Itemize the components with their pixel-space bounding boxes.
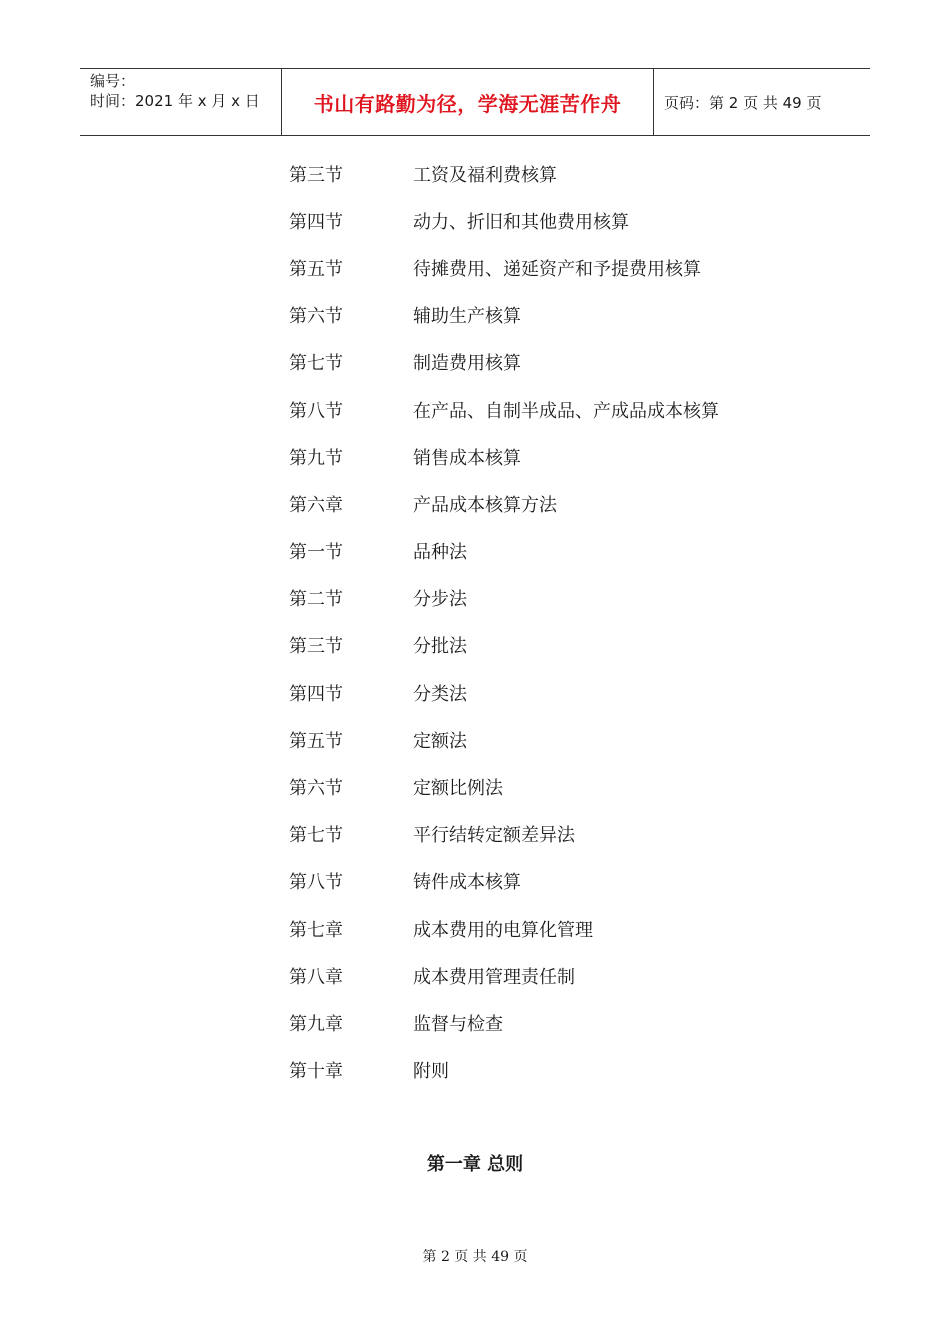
toc-entry-title: 销售成本核算 <box>413 447 521 469</box>
header-page-info: 页码：第 2 页 共 49 页 <box>664 93 822 112</box>
toc-entry-number: 第五节 <box>289 730 343 752</box>
toc-entry-number: 第九章 <box>289 1013 343 1035</box>
header-motto-cell <box>281 69 654 135</box>
toc-entry-number: 第九节 <box>289 447 343 469</box>
toc-entry-number: 第四节 <box>289 683 343 705</box>
toc-entry-number: 第七节 <box>289 825 343 847</box>
toc-entry <box>289 858 809 905</box>
number-label: 编号： <box>90 72 136 90</box>
toc-entry-title: 工资及福利费核算 <box>413 164 557 186</box>
toc-entry <box>289 716 809 763</box>
toc-entry <box>289 339 809 386</box>
toc-entry-number: 第七节 <box>289 353 343 375</box>
toc-entry <box>289 150 809 197</box>
table-of-contents <box>289 150 809 1094</box>
toc-entry-title: 附则 <box>413 1061 449 1083</box>
toc-entry-title: 动力、折旧和其他费用核算 <box>413 211 629 233</box>
header-motto: 书山有路勤为径，学海无涯苦作舟 <box>313 91 622 116</box>
toc-entry-title: 成本费用管理责任制 <box>413 966 575 988</box>
toc-entry-number: 第八节 <box>289 872 343 894</box>
toc-entry-number: 第三节 <box>289 636 343 658</box>
toc-entry-number: 第七章 <box>289 919 343 941</box>
toc-entry-number: 第十章 <box>289 1061 343 1083</box>
header-page-cell <box>654 69 870 135</box>
toc-entry-title: 在产品、自制半成品、产成品成本核算 <box>413 400 719 422</box>
toc-entry-number: 第六章 <box>289 494 343 516</box>
toc-entry-number: 第五节 <box>289 258 343 280</box>
toc-entry <box>289 386 809 433</box>
toc-entry-title: 待摊费用、递延资产和予提费用核算 <box>413 258 701 280</box>
toc-entry-number: 第三节 <box>289 164 343 186</box>
toc-entry <box>289 292 809 339</box>
toc-entry-title: 定额法 <box>413 730 467 752</box>
toc-entry <box>289 575 809 622</box>
toc-entry <box>289 905 809 952</box>
toc-entry-title: 产品成本核算方法 <box>413 494 557 516</box>
toc-entry <box>289 763 809 810</box>
toc-entry-title: 监督与检查 <box>413 1013 503 1035</box>
toc-entry-number: 第四节 <box>289 211 343 233</box>
toc-entry <box>289 528 809 575</box>
toc-entry <box>289 622 809 669</box>
toc-entry-title: 成本费用的电算化管理 <box>413 919 593 941</box>
page-footer: 第 2 页 共 49 页 <box>422 1249 528 1265</box>
toc-entry <box>289 244 809 291</box>
toc-entry-title: 平行结转定额差异法 <box>413 825 575 847</box>
toc-entry <box>289 999 809 1046</box>
toc-entry-number: 第一节 <box>289 542 343 564</box>
toc-entry-number: 第八节 <box>289 400 343 422</box>
toc-entry-number: 第二节 <box>289 589 343 611</box>
chapter-heading: 第一章 总则 <box>426 1154 524 1175</box>
toc-entry-title: 分批法 <box>413 636 467 658</box>
toc-entry <box>289 811 809 858</box>
toc-entry <box>289 669 809 716</box>
header-meta <box>80 69 281 135</box>
toc-entry-number: 第六节 <box>289 306 343 328</box>
time-label: 时间：2021 年 x 月 x 日 <box>90 92 260 110</box>
toc-entry-title: 铸件成本核算 <box>413 872 521 894</box>
toc-entry <box>289 480 809 527</box>
document-header <box>80 68 870 136</box>
toc-entry-title: 制造费用核算 <box>413 353 521 375</box>
toc-entry-title: 品种法 <box>413 542 467 564</box>
toc-entry-title: 分步法 <box>413 589 467 611</box>
toc-entry <box>289 197 809 244</box>
toc-entry <box>289 1047 809 1094</box>
toc-entry-number: 第八章 <box>289 966 343 988</box>
toc-entry-number: 第六节 <box>289 778 343 800</box>
toc-entry-title: 辅助生产核算 <box>413 306 521 328</box>
toc-entry <box>289 433 809 480</box>
toc-entry-title: 定额比例法 <box>413 778 503 800</box>
toc-entry <box>289 952 809 999</box>
toc-entry-title: 分类法 <box>413 683 467 705</box>
